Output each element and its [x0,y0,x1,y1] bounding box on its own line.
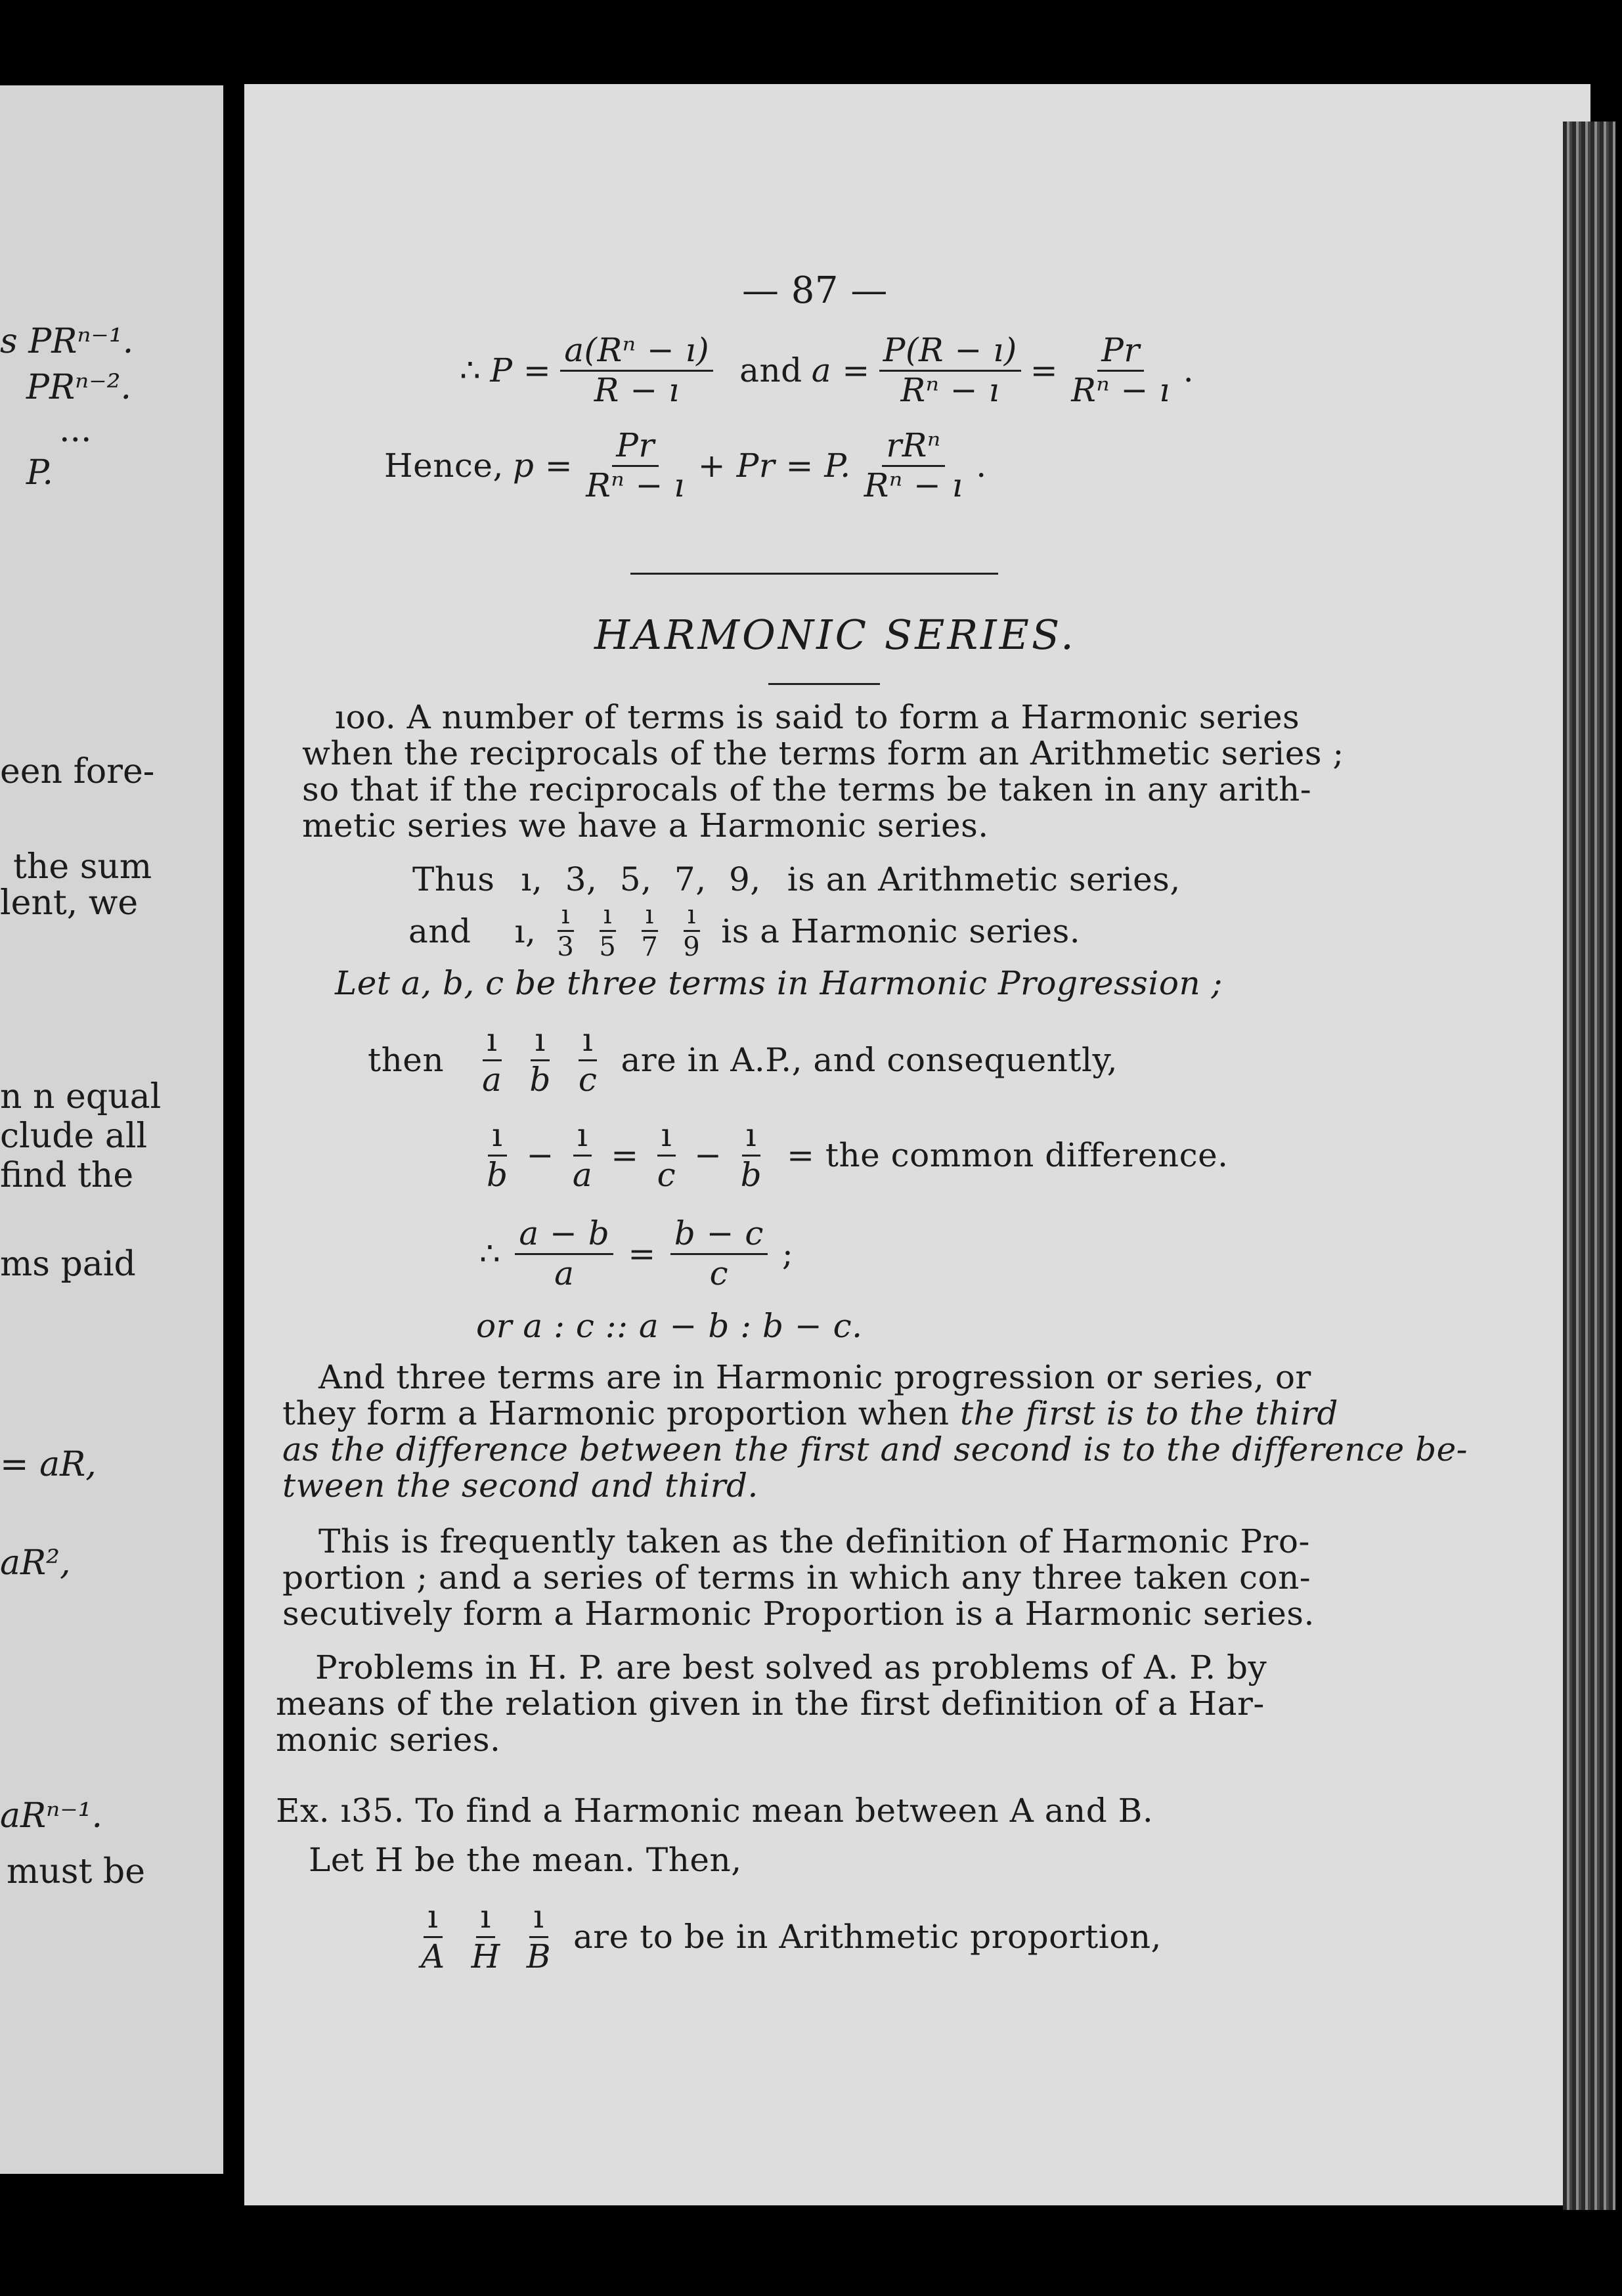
line-tail: is a Harmonic series. [721,912,1081,950]
ratio-line [479,1215,793,1292]
formula-text: Hence, [384,447,504,485]
difference-line [483,1116,1229,1194]
left-fragment: lent, we [0,883,139,923]
harmonic-term: $\frac{ı}{7}$ [641,900,659,962]
formula-2 [384,427,987,504]
left-fragment: ms paid [0,1245,136,1284]
formula-text: p = [512,447,573,485]
therefore-symbol: ∴ [479,1235,501,1273]
line-lead: and [408,912,471,950]
page-number: — 87 — [742,269,888,312]
line-tail: ; [781,1235,794,1273]
formula-1 [460,332,1194,409]
paragraph-line: monic series. [276,1721,501,1759]
and-line [408,900,1080,962]
formula-text: P = [490,351,552,389]
let-line: Let a, b, c be three terms in Harmonic Progression ; [335,964,1223,1002]
paragraph-line: so that if the reciprocals of the terms be taken in any arith- [302,770,1312,808]
paragraph-line: ıoo. A number of terms is said to form a Harmonic series [335,698,1300,736]
paragraph-line: they form a Harmonic proportion when the first is to the third [282,1394,1338,1432]
formula-text: a = [811,351,870,389]
left-fragment: find the [0,1156,134,1195]
left-fragment: s PRⁿ⁻¹. [0,322,134,361]
left-fragment: clude all [0,1116,148,1156]
fraction: $\frac{Pr}{\text{Rⁿ − ı}}$ [586,426,685,504]
example-heading: Ex. ı35. To find a Harmonic mean between A and B. [276,1792,1154,1830]
reciprocal-fraction: $\frac{ı}{c}$ [578,1021,598,1099]
line-tail: is an Arithmetic series, [787,860,1181,898]
left-fragment: aRⁿ⁻¹. [0,1796,103,1836]
harmonic-term: $\frac{ı}{9}$ [683,900,701,962]
reciprocal-fraction: $\frac{ı}{a}$ [572,1116,593,1194]
paragraph-line: secutively form a Harmonic Proportion is a Harmonic series. [282,1595,1315,1633]
line-tail: = the common difference. [787,1136,1229,1174]
left-fragment: PRⁿ⁻². [26,368,132,407]
line-lead: Thus [412,860,495,898]
arithmetic-terms: ı, 3, 5, 7, 9, [521,860,761,898]
paragraph-line: Problems in H. P. are best solved as problems of A. P. by [315,1648,1267,1687]
left-fragment: n n equal [0,1077,162,1116]
reciprocal-fraction: $\frac{ı}{b}$ [529,1021,551,1099]
reciprocal-fraction: $\frac{ı}{b}$ [740,1116,762,1194]
section-divider [630,573,998,575]
paragraph-line: means of the relation given in the first definition of a Har- [276,1685,1265,1723]
ratio-fraction: $\frac{b - c}{c}$ [670,1215,768,1292]
paragraph-line: metic series we have a Harmonic series. [302,806,989,845]
paragraph-line: This is frequently taken as the definition of Harmonic Pro- [318,1522,1310,1560]
left-fragment: P. [26,453,53,493]
example-line: Let H be the mean. Then, [309,1841,742,1879]
therefore-symbol: ∴ [460,351,481,389]
line-tail: are to be in Arithmetic proportion, [573,1918,1162,1956]
paragraph-line: when the reciprocals of the terms form an Arithmetic series ; [302,734,1344,772]
section-heading: HARMONIC SERIES. [594,611,1076,659]
reciprocal-fraction: $\frac{ı}{a}$ [482,1021,502,1099]
reciprocal-fraction: $\frac{ı}{A}$ [421,1897,445,1976]
equals-sign: = [628,1235,656,1273]
formula-text: = [1030,351,1059,389]
line-tail: are in A.P., and consequently, [621,1041,1118,1079]
heading-underline [768,683,880,685]
harmonic-term: $\frac{ı}{3}$ [557,900,575,962]
harmonic-term: $\frac{ı}{5}$ [599,900,617,962]
final-line [417,1898,1162,1976]
left-fragment: aR², [0,1543,71,1583]
equals-sign: = [611,1136,639,1174]
paragraph-line: portion ; and a series of terms in which any three taken con- [282,1558,1311,1597]
reciprocal-fraction: $\frac{ı}{H}$ [471,1897,500,1976]
left-fragment: must be [7,1852,145,1891]
reciprocal-fraction: $\frac{ı}{c}$ [657,1116,676,1194]
minus-sign: − [694,1136,722,1174]
page-edge [1563,121,1615,2210]
line-lead: then [368,1041,445,1079]
fraction: $\frac{P(R - ı)}{\text{Rⁿ − ı}}$ [879,332,1021,409]
thus-line [412,860,1181,898]
harmonic-term: ı, [514,912,537,950]
formula-text: + Pr = P. [697,447,851,485]
minus-sign: − [526,1136,554,1174]
formula-text: . [976,447,987,485]
fraction: $\frac{\text{rRⁿ}}{\text{Rⁿ − ı}}$ [864,426,963,504]
left-fragment: = aR, [0,1445,97,1484]
formula-text: and [739,351,802,389]
formula-text: . [1183,351,1195,389]
reciprocal-fraction: $\frac{ı}{B}$ [526,1897,551,1976]
ratio-fraction: $\frac{a - b}{a}$ [515,1215,613,1292]
reciprocal-fraction: $\frac{ı}{b}$ [487,1116,508,1194]
paragraph-line: tween the second and third. [282,1467,758,1505]
left-fragment: the sum [13,847,152,887]
left-fragment: een fore- [0,752,155,791]
paragraph-line: And three terms are in Harmonic progression or series, or [318,1358,1311,1396]
paragraph-line: as the difference between the first and second is to the difference be- [282,1430,1468,1468]
fraction: $\frac{Pr}{\text{Rⁿ − ı}}$ [1071,331,1170,409]
then-line [368,1021,1118,1099]
left-fragment: ... [59,410,92,450]
fraction: $\frac{\text{a(Rⁿ − ı)}}{R - ı}$ [560,332,713,409]
or-line: or a : c :: a − b : b − c. [476,1307,863,1345]
